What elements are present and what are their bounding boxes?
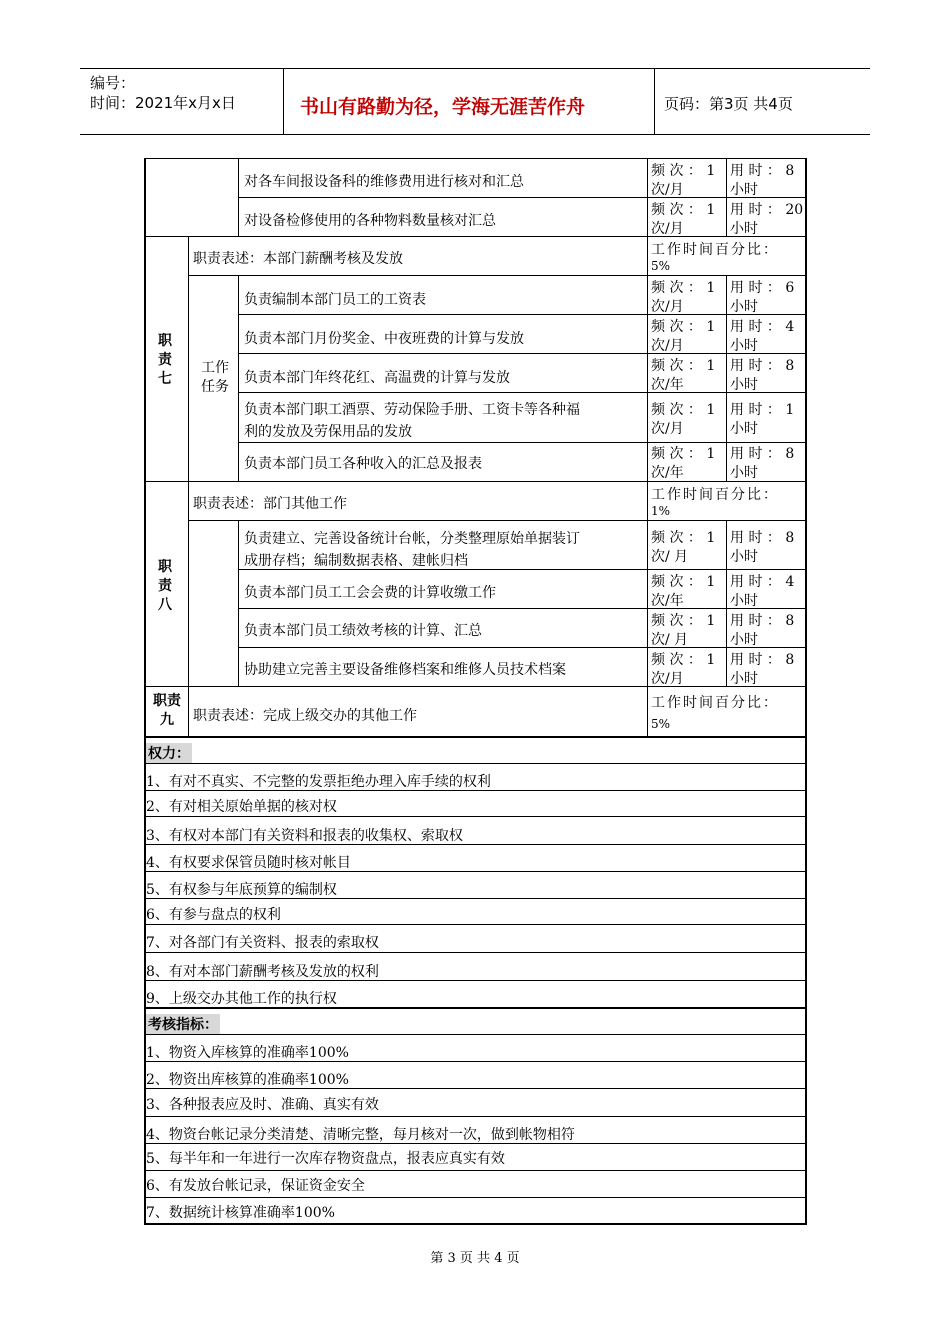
- task-time: 用 时 ： 4: [730, 574, 795, 590]
- task-text: 负责本部门员工工会会费的计算收缴工作: [244, 585, 496, 601]
- task-time: 用 时 ： 4: [730, 319, 795, 335]
- task-time-unit: 小时: [730, 299, 758, 315]
- list-item: 6、有参与盘点的权利: [146, 907, 281, 923]
- task-frequency-unit: 次/月: [651, 421, 684, 437]
- task-time: 用 时 ： 8: [730, 613, 795, 629]
- task-text: 负责本部门月份奖金、中夜班费的计算与发放: [244, 331, 524, 347]
- task-frequency: 频 次 ： 1: [651, 163, 716, 179]
- task-frequency: 频 次 ： 1: [651, 402, 716, 418]
- task-time: 用 时 ： 8: [730, 163, 795, 179]
- task-time: 用 时 ： 8: [730, 358, 795, 374]
- task-frequency-unit: 次/ 月: [651, 549, 689, 565]
- task-frequency-unit: 次/月: [651, 299, 684, 315]
- duty-seven-percent-label: 工作时间百分比：: [651, 242, 779, 258]
- task-frequency: 频 次 ： 1: [651, 613, 716, 629]
- task-frequency: 频 次 ： 1: [651, 574, 716, 590]
- list-item: 4、有权要求保管员随时核对帐目: [146, 855, 351, 871]
- list-item: 2、有对相关原始单据的核对权: [146, 799, 337, 815]
- task-frequency: 频 次 ： 1: [651, 280, 716, 296]
- task-frequency: 频 次 ： 1: [651, 358, 716, 374]
- duty-seven-description: 职责表述：本部门薪酬考核及发放: [193, 251, 403, 267]
- task-time-unit: 小时: [730, 377, 758, 393]
- task-frequency: 频 次 ： 1: [651, 319, 716, 335]
- duty-nine-percent-label: 工作时间百分比：: [651, 695, 779, 711]
- task-text: 对各车间报设备科的维修费用进行核对和汇总: [244, 174, 524, 190]
- task-frequency-unit: 次/月: [651, 221, 684, 237]
- list-item: 2、物资出库核算的准确率100%: [146, 1072, 349, 1088]
- kpi-title: 考核指标：: [146, 1014, 220, 1034]
- task-time-unit: 小时: [730, 549, 758, 565]
- task-frequency: 频 次 ： 1: [651, 530, 716, 546]
- task-frequency-unit: 次/月: [651, 671, 684, 687]
- task-frequency-unit: 次/年: [651, 377, 684, 393]
- list-item: 7、对各部门有关资料、报表的索取权: [146, 935, 379, 951]
- task-text: 对设备检修使用的各种物料数量核对汇总: [244, 213, 496, 229]
- task-time-unit: 小时: [730, 632, 758, 648]
- task-text: 负责本部门员工各种收入的汇总及报表: [244, 456, 482, 472]
- task-time-unit: 小时: [730, 338, 758, 354]
- task-time-unit: 小时: [730, 465, 758, 481]
- list-item: 1、有对不真实、不完整的发票拒绝办理入库手续的权利: [146, 774, 491, 790]
- list-item: 3、各种报表应及时、准确、真实有效: [146, 1097, 379, 1113]
- duty-seven-label: 职 责 七: [158, 333, 172, 387]
- duty-nine-percent: 5%: [651, 717, 671, 731]
- task-time: 用 时 ： 8: [730, 530, 795, 546]
- task-group-label: 工作 任务: [201, 360, 229, 395]
- task-text: 负责本部门年终花红、高温费的计算与发放: [244, 370, 510, 386]
- task-frequency-unit: 次/年: [651, 593, 684, 609]
- list-item: 1、物资入库核算的准确率100%: [146, 1045, 349, 1061]
- task-text: 负责本部门职工酒票、劳动保险手册、工资卡等各种福: [244, 402, 580, 418]
- duty-nine-label: 职责 九: [153, 693, 181, 728]
- list-item: 3、有权对本部门有关资料和报表的收集权、索取权: [146, 828, 463, 844]
- task-time-unit: 小时: [730, 182, 758, 198]
- task-text: 负责本部门员工绩效考核的计算、汇总: [244, 623, 482, 639]
- task-time-unit: 小时: [730, 221, 758, 237]
- task-time-unit: 小时: [730, 421, 758, 437]
- doc-date-label: 时间：2021年x月x日: [90, 94, 236, 112]
- list-item: 8、有对本部门薪酬考核及发放的权利: [146, 964, 379, 980]
- task-time: 用 时 ： 1: [730, 402, 795, 418]
- list-item: 7、数据统计核算准确率100%: [146, 1205, 335, 1221]
- duty-eight-description: 职责表述：部门其他工作: [193, 496, 347, 512]
- task-time-unit: 小时: [730, 671, 758, 687]
- page-footer: 第 3 页 共 4 页: [430, 1251, 520, 1266]
- task-text: 负责编制本部门员工的工资表: [244, 292, 426, 308]
- task-time-unit: 小时: [730, 593, 758, 609]
- task-frequency: 频 次 ： 1: [651, 202, 716, 218]
- task-time: 用 时 ： 6: [730, 280, 795, 296]
- task-frequency-unit: 次/月: [651, 182, 684, 198]
- list-item: 9、上级交办其他工作的执行权: [146, 991, 337, 1007]
- list-item: 5、每半年和一年进行一次库存物资盘点，报表应真实有效: [146, 1151, 505, 1167]
- task-frequency: 频 次 ： 1: [651, 652, 716, 668]
- duty-eight-percent: 1%: [651, 504, 671, 518]
- list-item: 5、有权参与年底预算的编制权: [146, 882, 337, 898]
- task-frequency: 频 次 ： 1: [651, 446, 716, 462]
- duty-seven-percent: 5%: [651, 259, 671, 273]
- task-frequency-unit: 次/ 月: [651, 632, 689, 648]
- task-text-continued: 利的发放及劳保用品的发放: [244, 424, 412, 440]
- duty-eight-percent-label: 工作时间百分比：: [651, 487, 779, 503]
- list-item: 4、物资台帐记录分类清楚、清晰完整，每月核对一次，做到帐物相符: [146, 1127, 575, 1143]
- task-text: 负责建立、完善设备统计台帐，分类整理原始单据装订: [244, 531, 580, 547]
- doc-number-label: 编号：: [90, 74, 136, 92]
- task-time: 用 时 ： 20: [730, 202, 804, 218]
- task-frequency-unit: 次/月: [651, 338, 684, 354]
- task-time: 用 时 ： 8: [730, 446, 795, 462]
- list-item: 6、有发放台帐记录，保证资金安全: [146, 1178, 365, 1194]
- task-text-continued: 成册存档；编制数据表格、建帐归档: [244, 553, 468, 569]
- powers-title: 权力：: [146, 743, 192, 763]
- duty-nine-description: 职责表述：完成上级交办的其他工作: [193, 708, 417, 724]
- task-text: 协助建立完善主要设备维修档案和维修人员技术档案: [244, 662, 566, 678]
- header-motto: 书山有路勤为径，学海无涯苦作舟: [300, 96, 586, 118]
- task-frequency-unit: 次/年: [651, 465, 684, 481]
- duty-eight-label: 职 责 八: [158, 559, 172, 613]
- task-time: 用 时 ： 8: [730, 652, 795, 668]
- page-number-label: 页码：第3页 共4页: [664, 95, 793, 113]
